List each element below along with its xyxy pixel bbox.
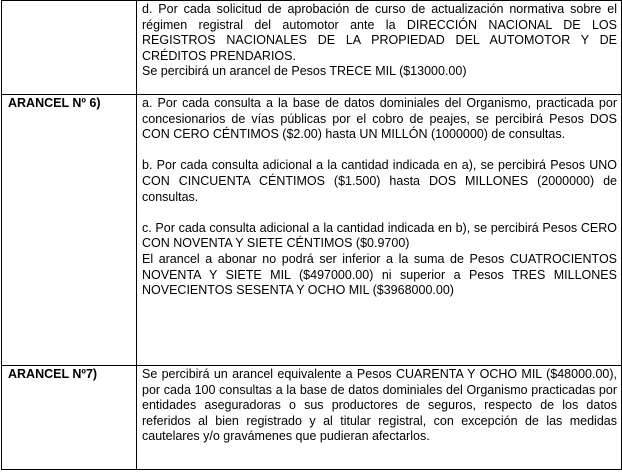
arancel-table [1,0,622,470]
paragraph-b: b. Por cada consulta adicional a la cantidad indicada en a), se percibirá Pesos UNO CON CINCUENTA CÉNTIMOS ($1.500) hasta DOS MILLONES (2000000) de consultas. [142,158,617,204]
row-content [137,1,622,95]
row-label [2,1,137,95]
table-row [2,95,622,366]
row-label: ARANCEL Nº 6) [2,95,137,366]
table-row [2,1,622,95]
table-row [2,366,622,470]
paragraph-a: a. Por cada consulta a la base de datos dominiales del Organismo, practicada por concesionarios de vías públicas por el cobro de peajes, se percibirá Pesos DOS CON CERO CÉNTIMOS ($2.00) hasta UN MILLÓN (1000000) de consultas. [142,96,617,142]
paragraph-c: c. Por cada consulta adicional a la cantidad indicada en b), se percibirá Pesos CERO CON NOVENTA Y SIETE CÉNTIMOS ($0.9700) [142,220,617,251]
paragraph-limits: El arancel a abonar no podrá ser inferior a la suma de Pesos CUATROCIENTOS NOVENTA Y SIETE MIL ($497000.00) ni superior a Pesos TRES MILLONES NOVECIENTOS SESENTA Y OCHO MIL ($3968000.00) [142,251,617,298]
row-label: ARANCEL Nº7) [2,366,137,470]
row-content [137,95,622,366]
paragraph-d: d. Por cada solicitud de aprobación de curso de actualización normativa sobre el régimen registral del automotor ante la DIRECCIÓN NACIONAL DE LOS REGISTROS NACIONALES DE LA PROPIEDAD DEL AUTOMOTOR Y DE CRÉDITOS PRENDARIOS. [142,2,617,63]
row-content [137,366,622,470]
paragraph-d-fee: Se percibirá un arancel de Pesos TRECE MIL ($13000.00) [142,64,467,79]
paragraph-arancel-7: Se percibirá un arancel equivalente a Pesos CUARENTA Y OCHO MIL ($48000.00), por cada 100 consultas a la base de datos dominiales del Organismo practicadas por entidades aseguradoras o sus productores de seguros, respecto de los datos referidos al bien registrado y al titular registral, con excepción de las medidas cautelares y/o gravámenes que pudieran afectarlos. [142,367,617,444]
